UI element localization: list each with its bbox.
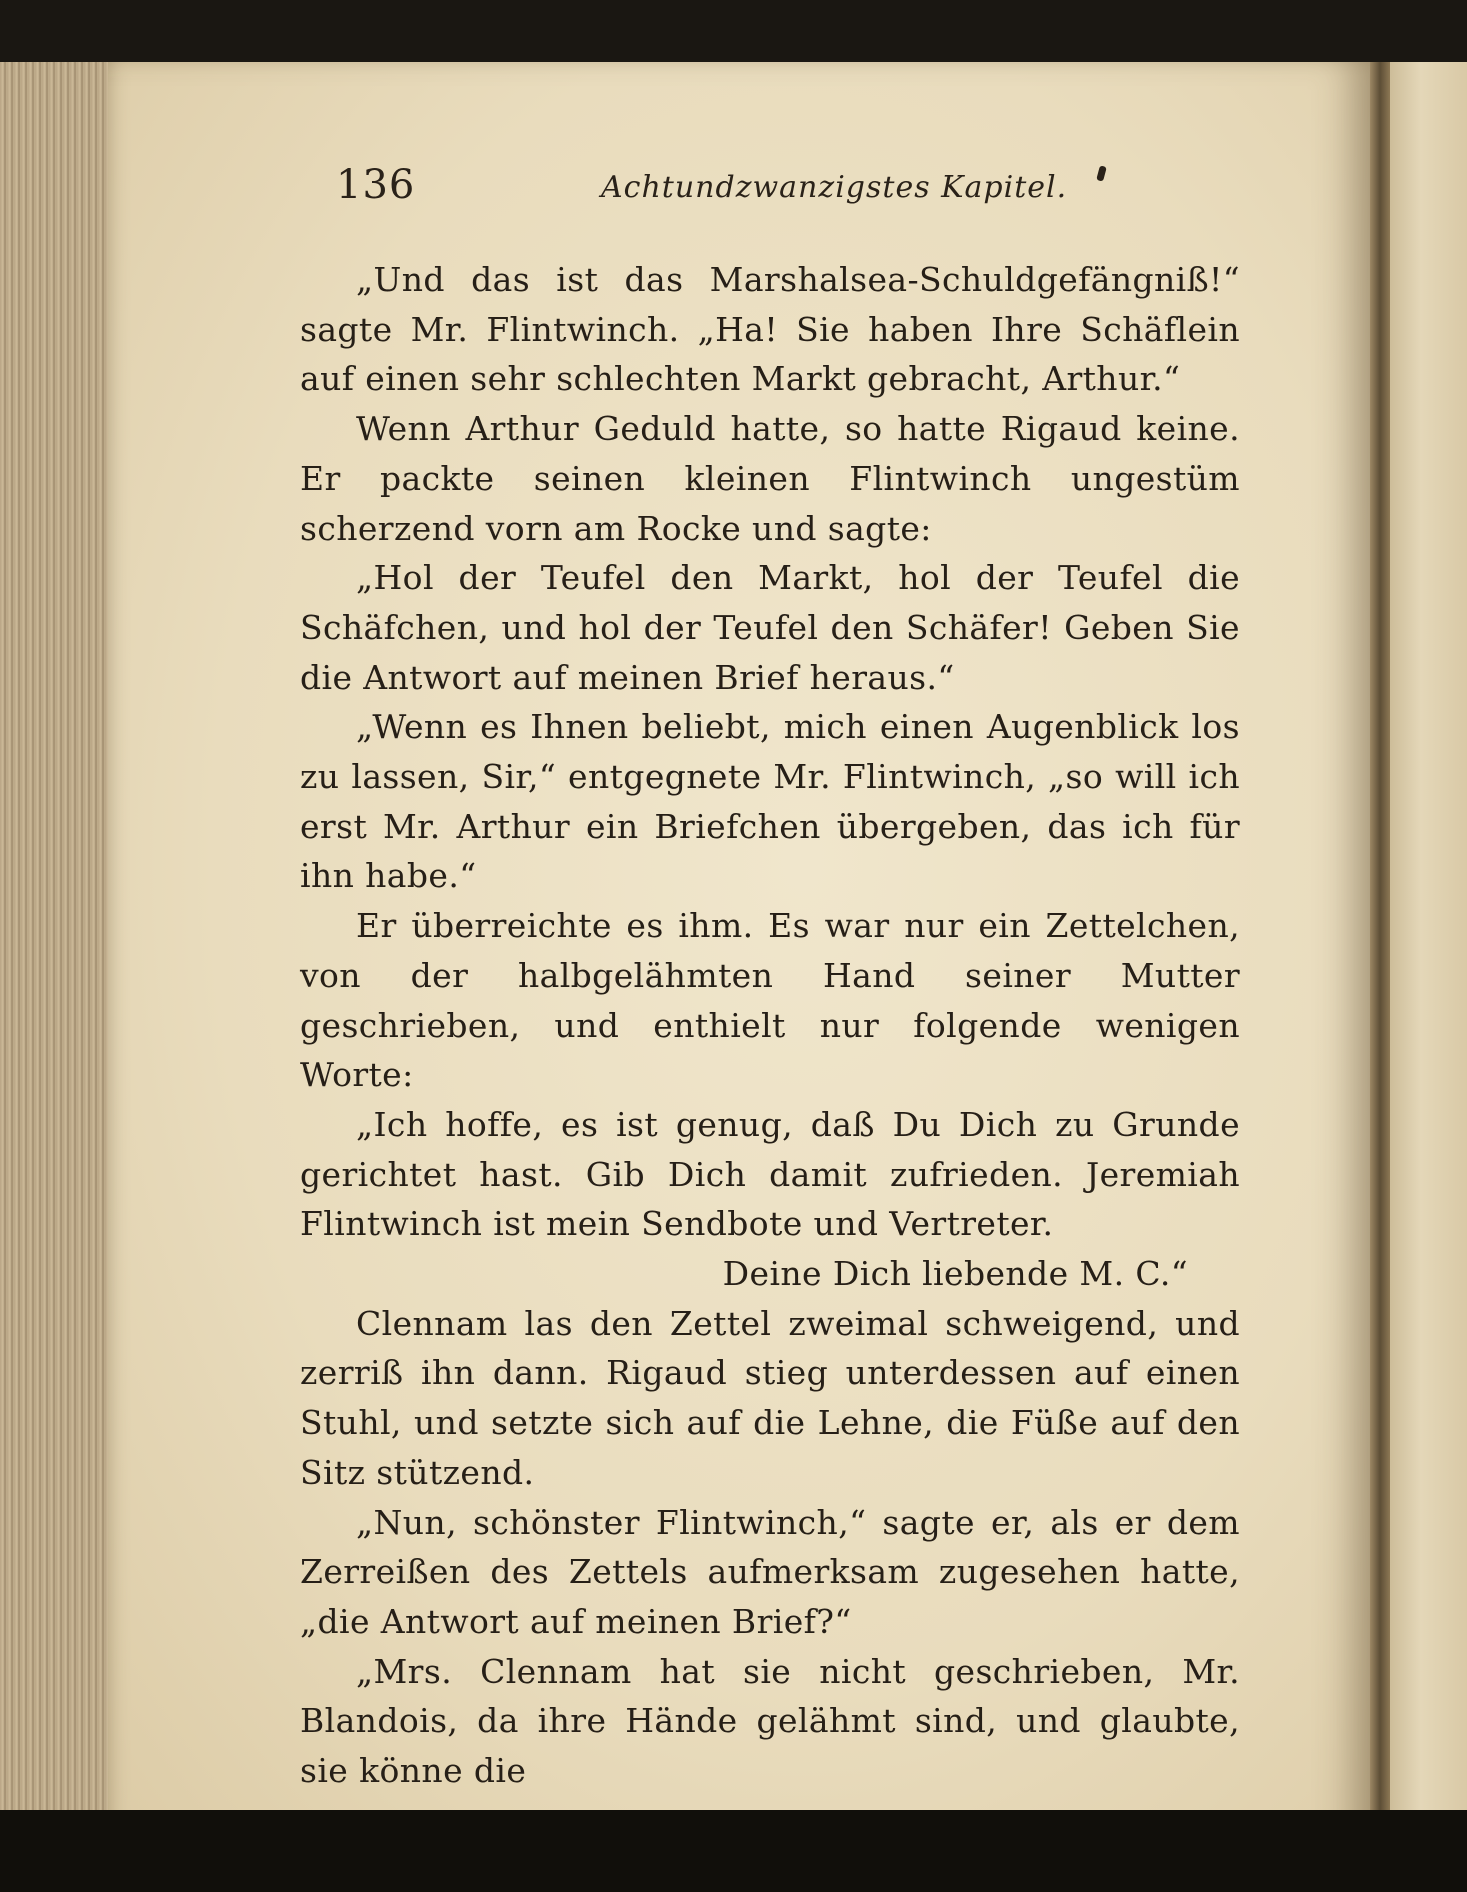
page-header [336, 162, 1286, 222]
book-gutter [1370, 62, 1390, 1837]
letter-signature: Deine Dich liebende M. C.“ [722, 1254, 1188, 1294]
paragraph: Wenn Arthur Geduld hatte, so hatte Rigaud keine. Er packte seinen kleinen Flintwinch ungestüm scherzend vorn am Rocke und sagte: [300, 409, 1240, 548]
paragraph: Clennam las den Zettel zweimal schweigend, und zerriß ihn dann. Rigaud stieg unterdessen auf einen Stuhl, und setzte sich auf die Lehne, die Füße auf den Sitz stützend. [300, 1303, 1240, 1492]
page-number: 136 [336, 162, 416, 208]
dark-background-strip [0, 1810, 1467, 1892]
facing-page-edge [1390, 62, 1467, 1837]
letter-quote: „Ich hoffe, es ist genug, daß Du Dich zu Grunde gerichtet hast. Gib Dich damit zufrieden. Jeremiah Flintwinch ist mein Sendbote und Vertreter. [300, 1104, 1240, 1244]
paragraph: Er überreichte es ihm. Es war nur ein Zettelchen, von der halbgelähmten Hand seiner Mutter geschrieben, und enthielt nur folgende wenigen Worte: [300, 906, 1240, 1095]
paragraph: „Und das ist das Marshalsea-Schuldgefängniß!“ sagte Mr. Flintwinch. „Ha! Sie haben Ihre Schäflein auf einen sehr schlechten Markt gebracht, Arthur.“ [300, 260, 1240, 399]
running-head: Achtundzwanzigstes Kapitel. [601, 170, 1068, 205]
paragraph: „Hol der Teufel den Markt, hol der Teufel die Schäfchen, und hol der Teufel den Schäfer! Geben Sie die Antwort auf meinen Brief heraus.“ [300, 558, 1240, 697]
stacked-page-edges [0, 62, 110, 1837]
body-text [300, 255, 1240, 1796]
paragraph: „Nun, schönster Flintwinch,“ sagte er, als er dem Zerreißen des Zettels aufmerksam zugesehen hatte, „die Antwort auf meinen Brief?“ [300, 1502, 1240, 1641]
paragraph: „Mrs. Clennam hat sie nicht geschrieben, Mr. Blandois, da ihre Hände gelähmt sind, und glaubte, sie könne die [300, 1651, 1240, 1791]
paragraph: „Wenn es Ihnen beliebt, mich einen Augenblick los zu lassen, Sir,“ entgegnete Mr. Flintwinch, „so will ich erst Mr. Arthur ein Briefchen übergeben, das ich für ihn habe.“ [300, 707, 1240, 896]
